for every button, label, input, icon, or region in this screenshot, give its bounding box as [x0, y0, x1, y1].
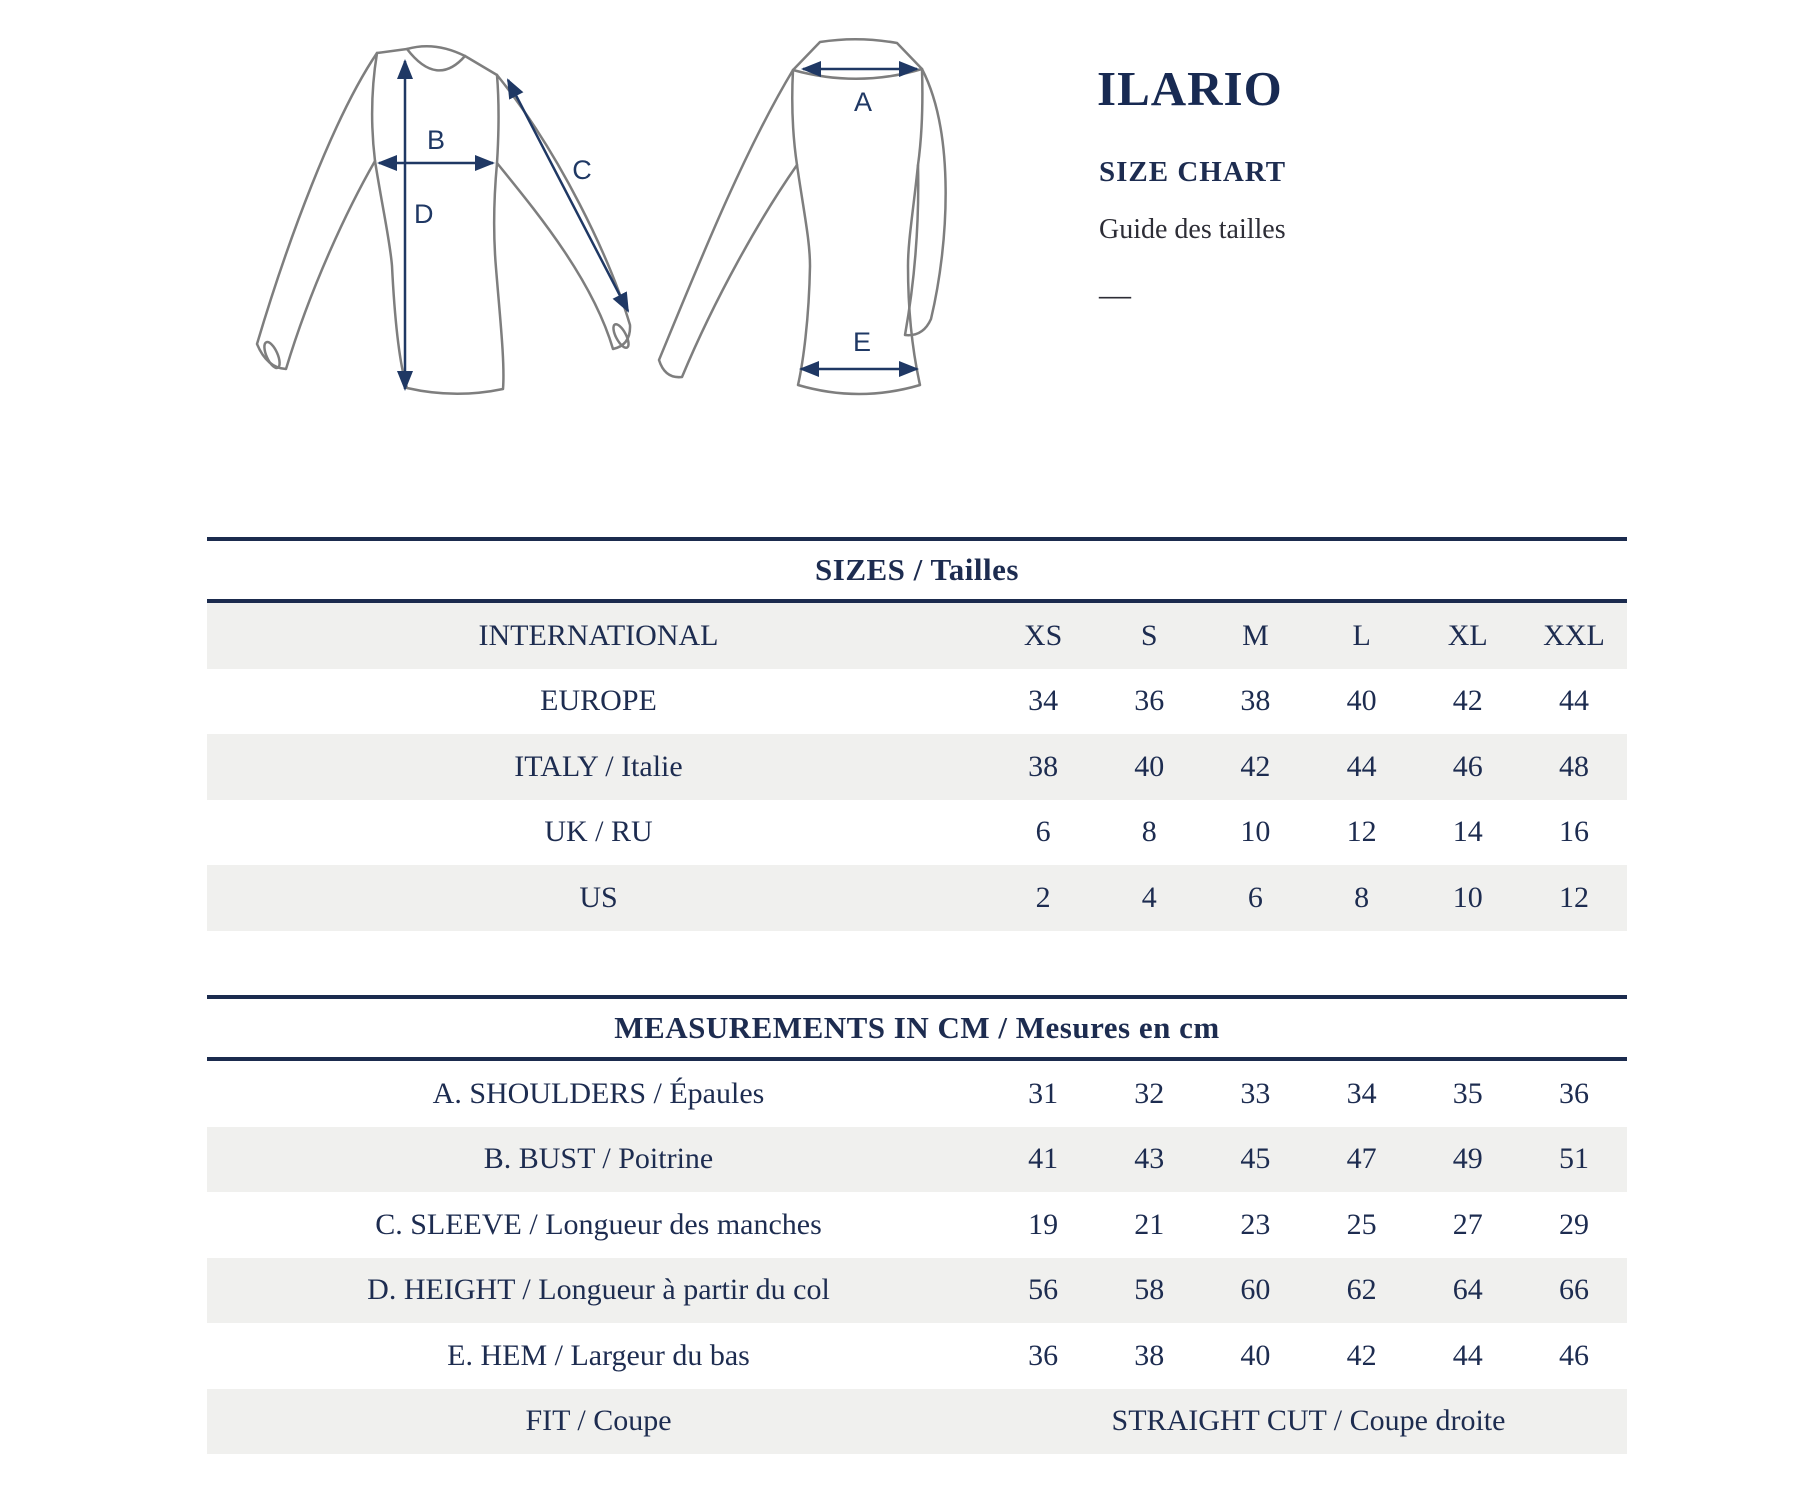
value-cell: S — [1140, 618, 1158, 652]
measure-label-b: B — [426, 125, 446, 155]
table-row — [207, 669, 1627, 735]
sizes-table-title: SIZES / Tailles — [815, 552, 1019, 587]
value-cell: 6 — [1035, 815, 1051, 849]
measure-arrow-c — [508, 80, 628, 311]
value-cell: 58 — [1134, 1273, 1165, 1307]
table-row — [207, 1323, 1627, 1389]
divider-dash: — — [1099, 276, 1131, 312]
measurement-arrows — [379, 61, 917, 389]
back-collar-seam — [793, 69, 922, 79]
value-cell: 49 — [1452, 1142, 1483, 1176]
measurements-table-rows — [207, 1061, 1627, 1454]
value-cell: 27 — [1452, 1207, 1483, 1241]
value-cell: 42 — [1452, 684, 1483, 718]
row-label: A. SHOULDERS / Épaules — [432, 1076, 765, 1110]
row-label: ITALY / Italie — [514, 749, 683, 783]
value-cell: 21 — [1134, 1207, 1165, 1241]
sizes-table-rows — [207, 603, 1627, 931]
table-row — [207, 1127, 1627, 1193]
sizes-table — [207, 537, 1627, 931]
value-cell: 33 — [1240, 1076, 1271, 1110]
value-cell: 10 — [1452, 880, 1483, 914]
value-cell: 34 — [1028, 684, 1059, 718]
table-row — [207, 800, 1627, 866]
value-cell: L — [1352, 618, 1371, 652]
front-right-sleeve — [497, 75, 630, 349]
value-cell: 43 — [1134, 1142, 1165, 1176]
value-cell: 36 — [1028, 1338, 1059, 1372]
value-cell: 42 — [1346, 1338, 1377, 1372]
value-cell: 31 — [1028, 1076, 1059, 1110]
value-cell: 44 — [1346, 749, 1377, 783]
value-cell: 8 — [1354, 880, 1370, 914]
value-cell: 40 — [1346, 684, 1377, 718]
value-cell: 62 — [1346, 1273, 1377, 1307]
front-left-cuff-opening — [261, 340, 282, 370]
value-cell: 35 — [1452, 1076, 1483, 1110]
row-label: FIT / Coupe — [525, 1404, 672, 1438]
value-cell: 34 — [1346, 1076, 1377, 1110]
measure-label-d: D — [414, 199, 434, 229]
value-cell: 44 — [1452, 1338, 1483, 1372]
value-cell: 10 — [1240, 815, 1271, 849]
value-cell: 14 — [1452, 815, 1483, 849]
table-row — [207, 1258, 1627, 1324]
row-label: UK / RU — [544, 815, 653, 849]
value-cell: XL — [1447, 618, 1488, 652]
value-cell: 6 — [1247, 880, 1263, 914]
front-garment — [257, 46, 632, 394]
value-cell: 2 — [1035, 880, 1051, 914]
front-body-outline — [372, 46, 503, 394]
value-cell: 38 — [1028, 749, 1059, 783]
value-cell: 8 — [1141, 815, 1157, 849]
measure-label-e: E — [852, 327, 872, 357]
product-name: ILARIO — [1097, 61, 1283, 116]
measure-label-a: A — [853, 87, 873, 117]
row-label: US — [579, 880, 618, 914]
measurements-table-title: MEASUREMENTS IN CM / Mesures en cm — [614, 1010, 1220, 1045]
value-cell: 40 — [1240, 1338, 1271, 1372]
row-label: D. HEIGHT / Longueur à partir du col — [367, 1273, 830, 1307]
table-row — [207, 1061, 1627, 1127]
fit-value-cell: STRAIGHT CUT / Coupe droite — [1111, 1404, 1506, 1438]
measurements-table — [207, 995, 1627, 1454]
value-cell: 46 — [1452, 749, 1483, 783]
value-cell: M — [1242, 618, 1269, 652]
front-left-sleeve — [257, 53, 377, 369]
value-cell: 46 — [1558, 1338, 1589, 1372]
table-row — [207, 734, 1627, 800]
value-cell: 40 — [1134, 749, 1165, 783]
row-label: INTERNATIONAL — [478, 618, 719, 652]
value-cell: 12 — [1558, 880, 1589, 914]
table-row — [207, 865, 1627, 931]
value-cell: XS — [1023, 618, 1063, 652]
size-chart-subheading-fr: Guide des tailles — [1099, 214, 1286, 245]
value-cell: 38 — [1240, 684, 1271, 718]
value-cell: 44 — [1558, 684, 1589, 718]
table-row — [207, 603, 1627, 669]
value-cell: 42 — [1240, 749, 1271, 783]
value-cell: 23 — [1240, 1207, 1271, 1241]
value-cell: 64 — [1452, 1273, 1483, 1307]
value-cell: 38 — [1134, 1338, 1165, 1372]
value-cell: 12 — [1346, 815, 1377, 849]
value-cell: 47 — [1346, 1142, 1377, 1176]
size-chart-heading: SIZE CHART — [1099, 156, 1287, 188]
value-cell: 41 — [1028, 1142, 1059, 1176]
value-cell: 48 — [1558, 749, 1589, 783]
value-cell: 25 — [1346, 1207, 1377, 1241]
back-left-sleeve — [659, 70, 797, 377]
row-label: E. HEM / Largeur du bas — [447, 1338, 750, 1372]
value-cell: XXL — [1543, 618, 1605, 652]
value-cell: 60 — [1240, 1273, 1271, 1307]
value-cell: 19 — [1028, 1207, 1059, 1241]
back-garment — [659, 39, 946, 394]
row-label: B. BUST / Poitrine — [483, 1142, 714, 1176]
value-cell: 36 — [1558, 1076, 1589, 1110]
value-cell: 4 — [1141, 880, 1157, 914]
value-cell: 32 — [1134, 1076, 1165, 1110]
measure-label-c: C — [572, 155, 592, 185]
row-label: EUROPE — [540, 684, 657, 718]
back-right-sleeve — [905, 69, 946, 335]
value-cell: 45 — [1240, 1142, 1271, 1176]
value-cell: 66 — [1558, 1273, 1589, 1307]
value-cell: 36 — [1134, 684, 1165, 718]
garment-measurement-diagram — [185, 28, 965, 408]
row-label: C. SLEEVE / Longueur des manches — [375, 1207, 822, 1241]
value-cell: 16 — [1558, 815, 1589, 849]
table-row — [207, 1389, 1627, 1455]
table-row — [207, 1192, 1627, 1258]
value-cell: 56 — [1028, 1273, 1059, 1307]
value-cell: 29 — [1558, 1207, 1589, 1241]
value-cell: 51 — [1558, 1142, 1589, 1176]
